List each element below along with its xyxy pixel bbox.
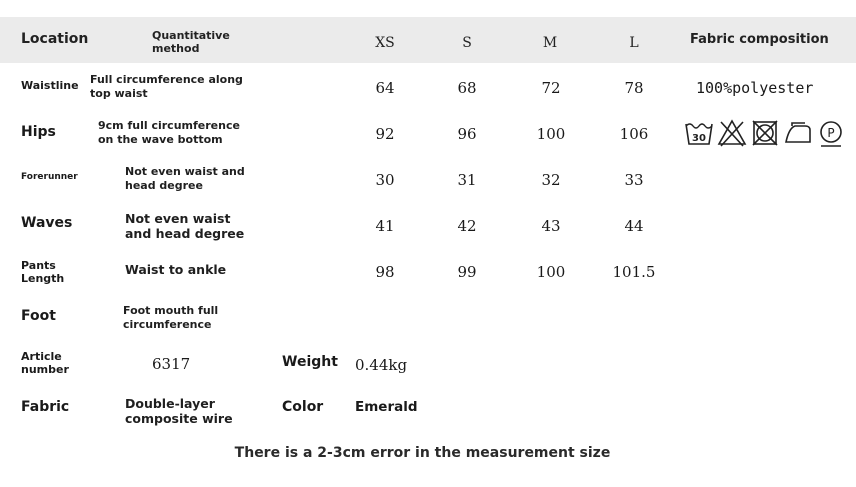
row-method-waves: Not even waist and head degree [125,211,245,241]
weight-label: Weight [282,354,338,370]
cell-hips-l: 106 [619,125,649,143]
color-value: Emerald [355,399,418,415]
fabric-label: Fabric [21,399,70,415]
header-size-s: S [462,35,472,51]
cell-hips-xs: 92 [375,125,395,143]
cell-pants-length-s: 99 [457,263,477,281]
fabric-value: Double-layer composite wire [125,396,233,426]
do-not-bleach-icon [717,118,747,148]
cell-hips-m: 100 [536,125,566,143]
measurement-error-note: There is a 2-3cm error in the measurement size [234,445,611,461]
cell-waistline-s: 68 [457,79,477,97]
row-label-waves: Waves [21,215,73,231]
do-not-tumble-dry-icon [750,118,780,148]
color-label: Color [282,399,324,415]
cell-pants-length-xs: 98 [375,263,395,281]
row-method-pants-length: Waist to ankle [125,262,227,277]
fabric-composition-value: 100%polyester [696,79,814,97]
cell-forerunner-xs: 30 [375,171,395,189]
cell-waistline-l: 78 [624,79,644,97]
row-method-forerunner: Not even waist and head degree [125,165,245,192]
article-number-label: Article number [21,350,69,376]
cell-pants-length-m: 100 [536,263,566,281]
header-size-xs: XS [375,35,395,51]
header-location: Location [21,31,89,47]
wash-30-icon [684,118,714,148]
header-size-m: M [542,35,558,51]
cell-waistline-m: 72 [541,79,561,97]
row-label-forerunner: Forerunner [21,172,78,182]
cell-waves-s: 42 [457,217,477,235]
cell-forerunner-s: 31 [457,171,477,189]
cell-pants-length-l: 101.5 [612,263,656,281]
article-number-value: 6317 [152,355,191,373]
weight-value: 0.44kg [355,356,408,374]
row-method-waistline: Full circumference along top waist [90,73,243,100]
iron-icon [783,118,813,148]
care-label-icons [684,118,846,148]
row-method-foot: Foot mouth full circumference [123,304,219,331]
cell-forerunner-m: 32 [541,171,561,189]
cell-forerunner-l: 33 [624,171,644,189]
header-size-l: L [629,35,639,51]
row-method-hips: 9cm full circumference on the wave bottom [98,119,240,146]
cell-waves-m: 43 [541,217,561,235]
row-label-foot: Foot [21,308,56,324]
cell-waistline-xs: 64 [375,79,395,97]
cell-hips-s: 96 [457,125,477,143]
dry-clean-letter: P [827,126,835,140]
row-label-waistline: Waistline [21,79,79,92]
cell-waves-xs: 41 [375,217,395,235]
header-fabric-composition: Fabric composition [690,32,829,47]
dry-clean-p-icon [816,118,846,148]
wash-temp-label: 30 [692,133,706,144]
row-label-hips: Hips [21,124,56,140]
row-label-pants-length: Pants Length [21,259,65,285]
cell-waves-l: 44 [624,217,644,235]
header-method: Quantitative method [152,29,230,55]
